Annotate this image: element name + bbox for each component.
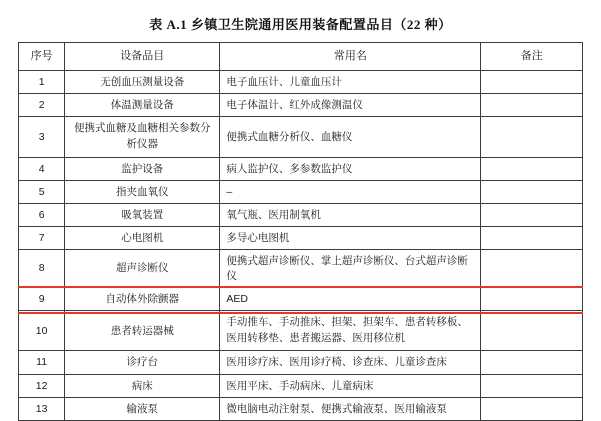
cell-index: 4: [19, 157, 65, 180]
cell-name: 患者转运器械: [65, 310, 220, 351]
cell-note: [481, 374, 583, 397]
cell-common: AED: [220, 287, 481, 310]
cell-note: [481, 180, 583, 203]
column-header-note: 备注: [481, 43, 583, 71]
cell-note: [481, 227, 583, 250]
table-row: [19, 180, 583, 203]
cell-name: 诊疗台: [65, 351, 220, 374]
cell-index: 2: [19, 94, 65, 117]
cell-note: [481, 351, 583, 374]
cell-index: 5: [19, 180, 65, 203]
table-row: [19, 204, 583, 227]
cell-name: 吸氧装置: [65, 204, 220, 227]
cell-name: 体温测量设备: [65, 94, 220, 117]
cell-common: 电子体温计、红外成像测温仪: [220, 94, 481, 117]
cell-note: [481, 94, 583, 117]
table-row: [19, 374, 583, 397]
cell-note: [481, 250, 583, 287]
table-row: [19, 227, 583, 250]
cell-common: 病人监护仪、多参数监护仪: [220, 157, 481, 180]
cell-index: 9: [19, 287, 65, 310]
cell-common: 医用诊疗床、医用诊疗椅、诊查床、儿童诊查床: [220, 351, 481, 374]
column-header-index: 序号: [19, 43, 65, 71]
cell-name: 心电图机: [65, 227, 220, 250]
table-row: [19, 351, 583, 374]
cell-index: 11: [19, 351, 65, 374]
cell-index: 7: [19, 227, 65, 250]
cell-common: 电子血压计、儿童血压计: [220, 70, 481, 93]
cell-name: 超声诊断仪: [65, 250, 220, 287]
cell-note: [481, 397, 583, 420]
cell-common: 手动推车、手动推床、担架、担架车、患者转移板、医用转移垫、患者搬运器、医用移位机: [220, 310, 481, 351]
table-row: [19, 70, 583, 93]
table-row: [19, 117, 583, 158]
cell-note: [481, 70, 583, 93]
table-header-row: [19, 43, 583, 71]
table-row-highlighted: [19, 287, 583, 310]
cell-index: 12: [19, 374, 65, 397]
column-header-common: 常用名: [220, 43, 481, 71]
equipment-table: [18, 42, 583, 421]
cell-index: 10: [19, 310, 65, 351]
cell-common: –: [220, 180, 481, 203]
cell-index: 1: [19, 70, 65, 93]
cell-name: 输液泵: [65, 397, 220, 420]
table-row: [19, 94, 583, 117]
cell-common: 多导心电图机: [220, 227, 481, 250]
table-row: [19, 310, 583, 351]
table-container: [18, 42, 583, 421]
table-row: [19, 157, 583, 180]
cell-note: [481, 204, 583, 227]
cell-index: 13: [19, 397, 65, 420]
cell-common: 氧气瓶、医用制氧机: [220, 204, 481, 227]
cell-note: [481, 310, 583, 351]
cell-name: 指夹血氧仪: [65, 180, 220, 203]
table-row: [19, 397, 583, 420]
cell-note: [481, 117, 583, 158]
table-body: [19, 70, 583, 420]
page-title: 表 A.1 乡镇卫生院通用医用装备配置品目（22 种）: [149, 17, 452, 32]
cell-name: 监护设备: [65, 157, 220, 180]
column-header-name: 设备品目: [65, 43, 220, 71]
table-header: [19, 43, 583, 71]
cell-name: 病床: [65, 374, 220, 397]
cell-name: 无创血压测量设备: [65, 70, 220, 93]
cell-common: 微电脑电动注射泵、便携式输液泵、医用输液泵: [220, 397, 481, 420]
cell-index: 6: [19, 204, 65, 227]
cell-note: [481, 287, 583, 310]
cell-common: 便携式血糖分析仪、血糖仪: [220, 117, 481, 158]
cell-index: 8: [19, 250, 65, 287]
cell-name: 便携式血糖及血糖相关参数分析仪器: [65, 117, 220, 158]
cell-name: 自动体外除颤器: [65, 287, 220, 310]
cell-index: 3: [19, 117, 65, 158]
cell-note: [481, 157, 583, 180]
cell-common: 医用平床、手动病床、儿童病床: [220, 374, 481, 397]
table-row: [19, 250, 583, 287]
cell-common: 便携式超声诊断仪、掌上超声诊断仪、台式超声诊断仪: [220, 250, 481, 287]
